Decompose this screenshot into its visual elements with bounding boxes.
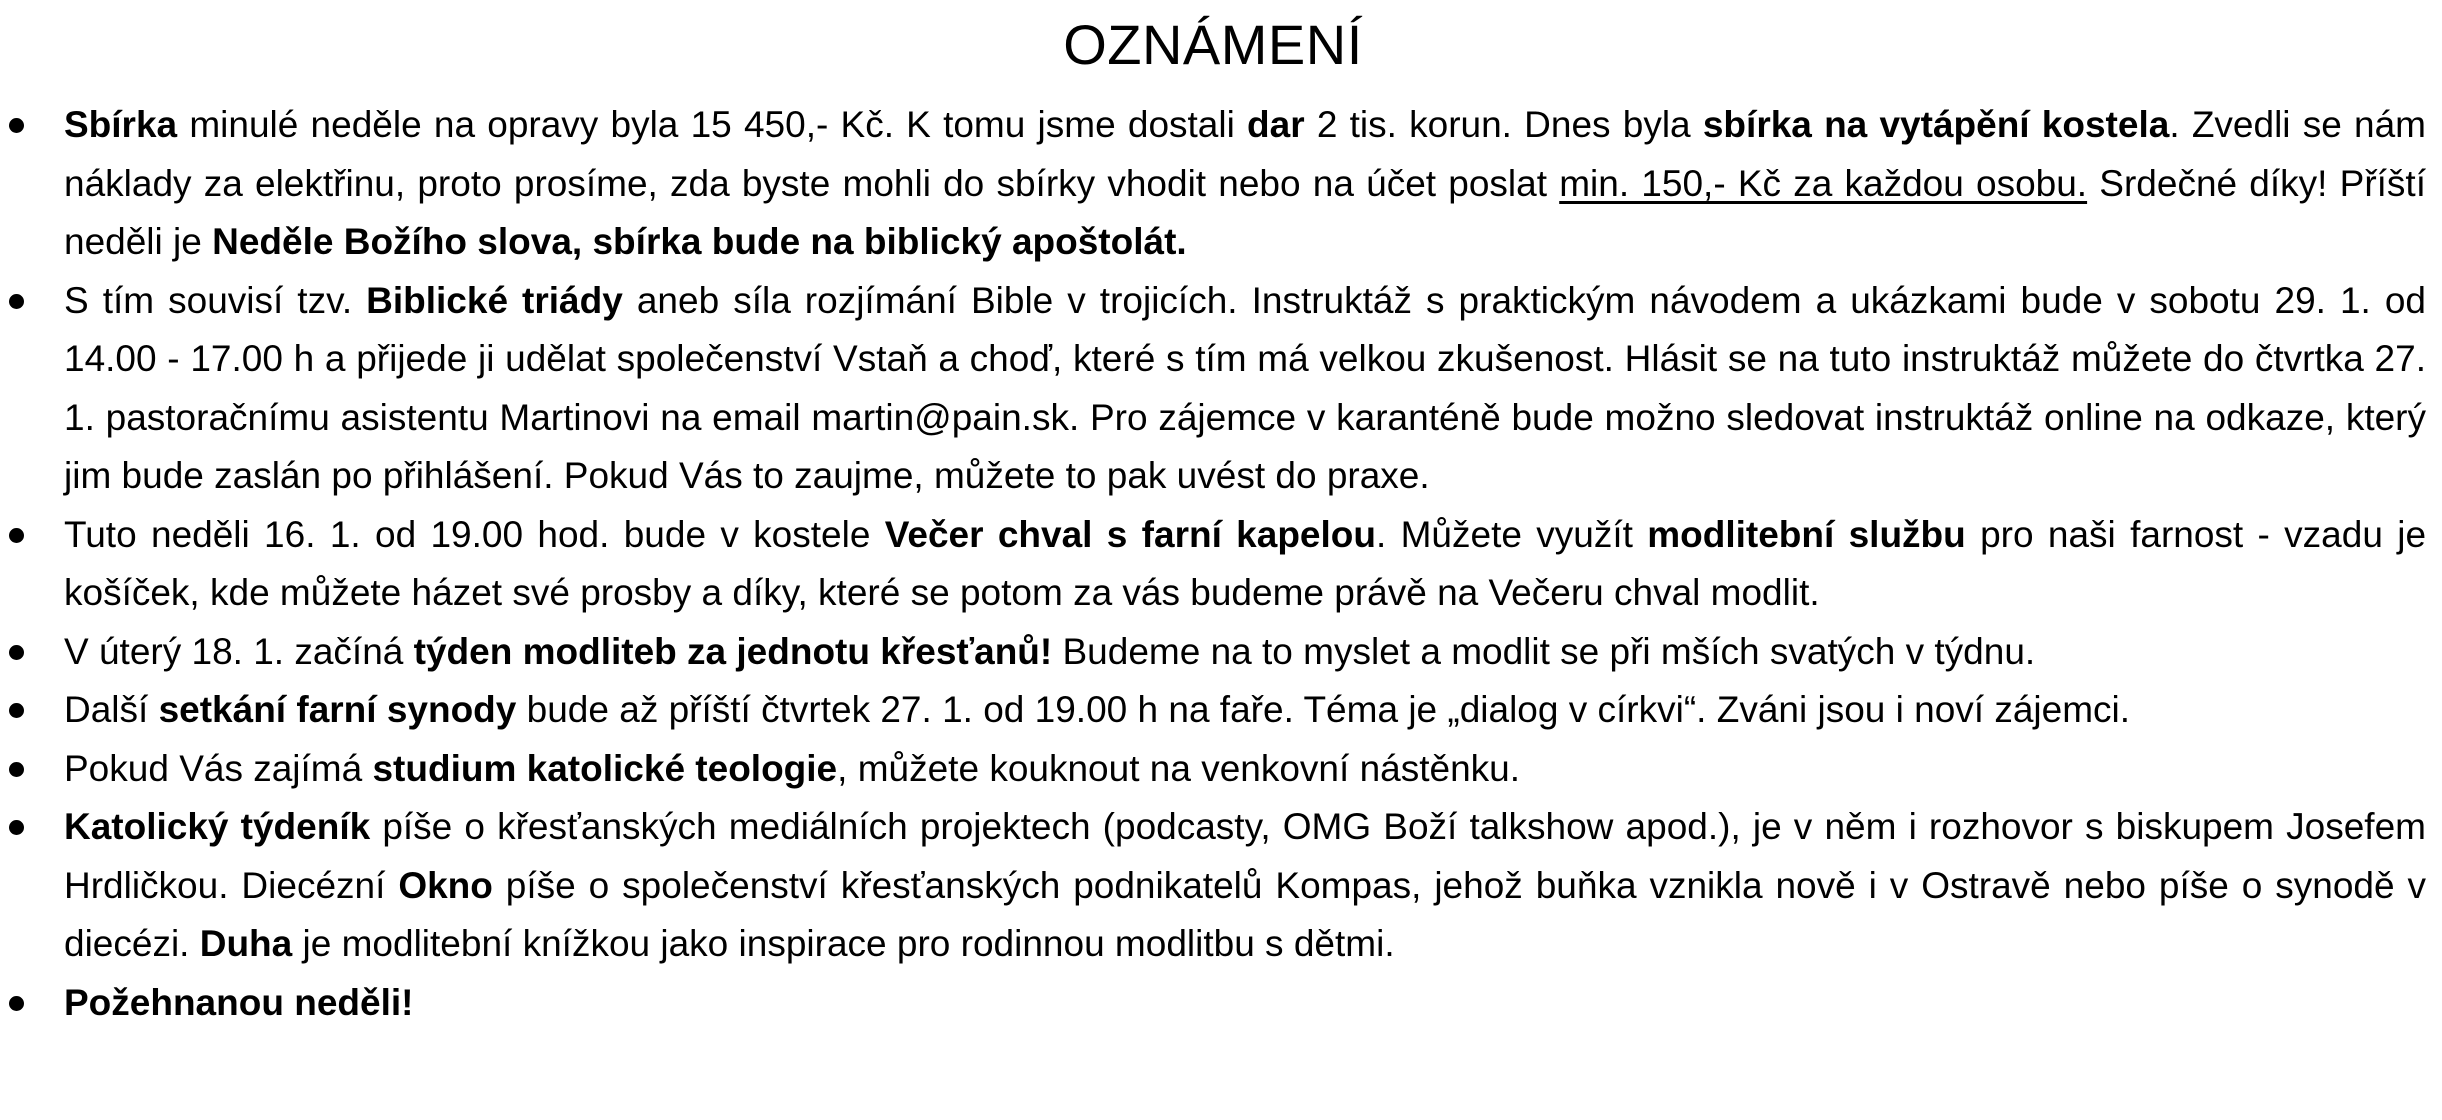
bullet-icon bbox=[9, 118, 24, 133]
announcement-bold-text: Okno bbox=[398, 864, 493, 906]
announcement-item bbox=[0, 798, 2426, 974]
announcement-text: píše o společenství křesťanských podnikatelů Kompas, jehož buňka vznikla nově i v Ostravě nebo píše o synodě v diecézi. bbox=[64, 864, 2427, 964]
announcement-item bbox=[0, 974, 2426, 1033]
bullet-icon bbox=[9, 996, 24, 1011]
announcement-underlined-text: min. 150,- Kč za každou osobu. bbox=[1559, 162, 2088, 204]
announcement-bold-text: Neděle Božího slova, sbírka bude na biblický apoštolát. bbox=[212, 221, 1187, 262]
announcement-text: Srdečné díky! Příští neděli je bbox=[64, 162, 2426, 262]
announcement-text: aneb síla rozjímání Bible v trojicích. Instruktáž s praktickým návodem a ukázkami bude v sobotu 29. 1. od 14.00 - 17.00 h a přijede ji udělat společenství Vstaň a choď, které s tím má velkou zkušenost. Hlásit se na tuto instruktáž můžete do čtvrtka 27. 1. pastoračnímu asistentu Martinovi na email martin@pain.sk. Pro zájemce v karanténě bude možno sledovat instruktáž online na odkaze, který jim bude zaslán po přihlášení. Pokud Vás to zaujme, můžete to pak uvést do praxe. bbox=[64, 279, 2426, 496]
bullet-icon bbox=[9, 703, 24, 718]
bullet-icon bbox=[9, 528, 24, 543]
announcement-text: . Můžete využít bbox=[1376, 513, 1648, 555]
announcement-text: pro naši farnost - vzadu je košíček, kde můžete házet své prosby a díky, které se potom za vás budeme právě na Večeru chval modlit. bbox=[64, 513, 2427, 613]
announcement-bold-text: sbírka na vytápění kostela bbox=[1702, 104, 2170, 145]
announcement-text: . Zvedli se nám náklady za elektřinu, proto prosíme, zda byste mohli do sbírky vhodit nebo na účet poslat bbox=[64, 104, 2426, 204]
announcement-text: Tuto neděli 16. 1. od 19.00 hod. bude v kostele bbox=[64, 513, 885, 555]
announcement-text: , můžete kouknout na venkovní nástěnku. bbox=[837, 747, 1521, 789]
announcement-item bbox=[0, 681, 2426, 740]
announcement-text: Budeme na to myslet a modlit se při mších svatých v týdnu. bbox=[1052, 630, 2036, 672]
bullet-icon bbox=[9, 294, 24, 309]
bullet-icon bbox=[9, 762, 24, 777]
announcement-text: Pokud Vás zajímá bbox=[64, 747, 373, 789]
announcement-bold-text: Duha bbox=[199, 923, 293, 964]
announcement-bold-text: dar bbox=[1247, 104, 1305, 145]
announcement-bold-text: Požehnanou neděli! bbox=[64, 981, 414, 1023]
announcement-text: Další bbox=[64, 689, 159, 730]
announcement-list bbox=[0, 96, 2426, 1032]
announcement-item bbox=[0, 272, 2426, 506]
announcement-bold-text: Katolický týdeník bbox=[64, 806, 371, 847]
announcement-text: píše o křesťanských mediálních projektech (podcasty, OMG Boží talkshow apod.), je v něm i rozhovor s biskupem Josefem Hrdličkou. Diecézní bbox=[64, 806, 2426, 906]
announcement-text: S tím souvisí tzv. bbox=[64, 279, 367, 321]
announcement-text: V úterý 18. 1. začíná bbox=[64, 630, 414, 672]
announcement-item bbox=[0, 96, 2426, 272]
announcement-text: minulé neděle na opravy byla 15 450,- Kč. K tomu jsme dostali bbox=[177, 104, 1248, 145]
announcement-bold-text: studium katolické teologie bbox=[372, 747, 838, 789]
announcement-bold-text: modlitební službu bbox=[1647, 513, 1966, 555]
announcement-bold-text: Večer chval s farní kapelou bbox=[884, 513, 1376, 555]
announcement-item bbox=[0, 506, 2426, 623]
announcement-text: bude až příští čtvrtek 27. 1. od 19.00 h na faře. Téma je „dialog v církvi“. Zváni jsou i noví zájemci. bbox=[516, 689, 2131, 730]
announcement-text: 2 tis. korun. Dnes byla bbox=[1304, 104, 1703, 145]
announcement-item bbox=[0, 623, 2426, 682]
announcement-bold-text: setkání farní synody bbox=[158, 689, 517, 730]
announcement-bold-text: Sbírka bbox=[64, 104, 178, 145]
bullet-icon bbox=[9, 820, 24, 835]
announcement-bold-text: Biblické triády bbox=[366, 279, 623, 321]
announcement-item bbox=[0, 740, 2426, 799]
announcement-bold-text: týden modliteb za jednotu křesťanů! bbox=[413, 630, 1053, 672]
announcement-text: je modlitební knížkou jako inspirace pro rodinnou modlitbu s dětmi. bbox=[292, 923, 1395, 964]
page-title: OZNÁMENÍ bbox=[1063, 13, 1363, 76]
bullet-icon bbox=[9, 645, 24, 660]
